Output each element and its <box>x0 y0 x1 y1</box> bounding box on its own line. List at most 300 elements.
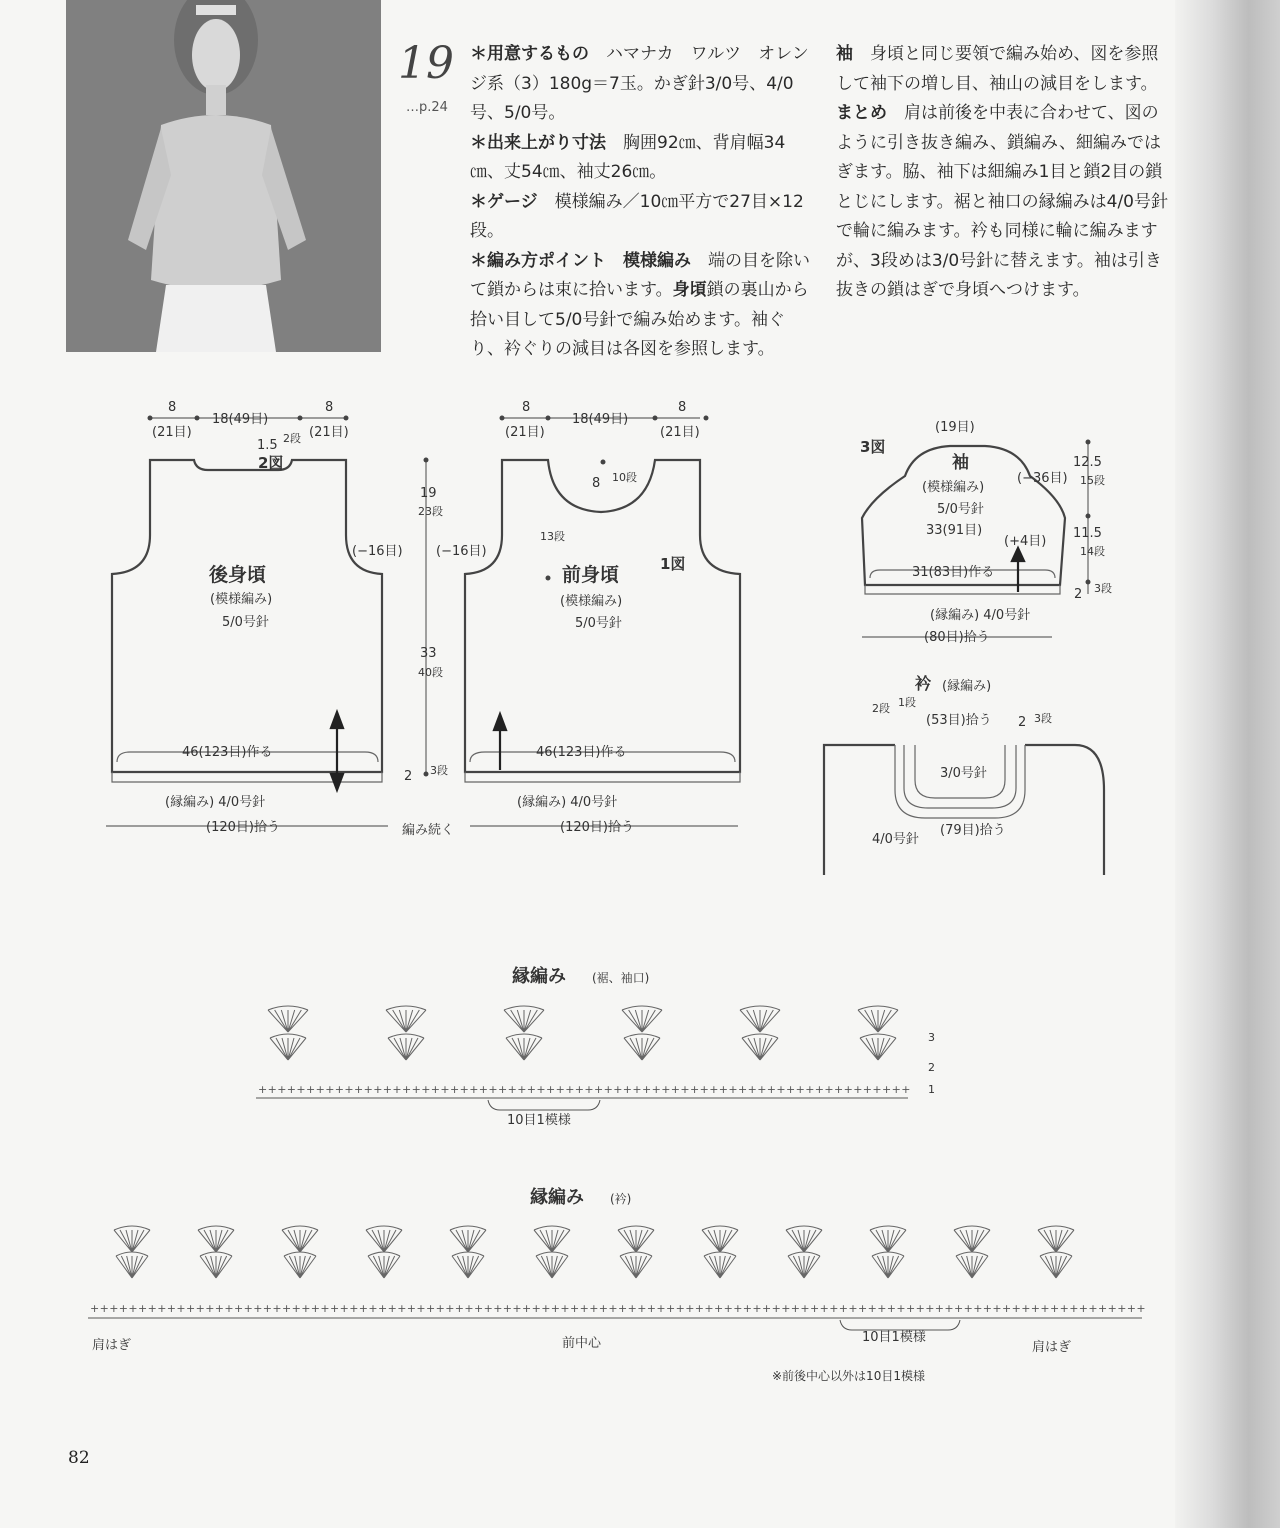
fan-stitch-mark <box>282 1226 318 1252</box>
single-crochet-mark: + <box>627 1302 637 1315</box>
single-crochet-mark: + <box>493 1302 503 1315</box>
single-crochet-mark: + <box>714 1302 724 1315</box>
chart1-subtitle: (裾、袖口) <box>592 971 650 985</box>
back-start: 46(123目)作る <box>182 745 273 760</box>
side-upper-rows: 23段 <box>418 505 443 518</box>
fan-stitch-mark <box>388 1034 424 1060</box>
single-crochet-mark: + <box>982 1302 993 1315</box>
single-crochet-mark: + <box>598 1302 609 1315</box>
front-title: 前身頃 <box>562 564 620 586</box>
single-crochet-mark: + <box>546 1083 556 1096</box>
fan-stitch-mark <box>368 1252 400 1278</box>
single-crochet-mark: + <box>138 1302 148 1315</box>
single-crochet-mark: + <box>718 1083 729 1096</box>
single-crochet-mark: + <box>536 1083 546 1096</box>
collar-needle-out: 4/0号針 <box>872 832 919 847</box>
single-crochet-mark: + <box>829 1302 839 1315</box>
single-crochet-mark: + <box>186 1302 196 1315</box>
single-crochet-mark: + <box>1059 1302 1069 1315</box>
collar-needle-in: 3/0号針 <box>940 766 987 781</box>
single-crochet-mark: + <box>272 1302 282 1315</box>
sleeve-text: 身頃と同じ要領で編み始め、図を参照して袖下の増し目、袖山の減目をします。 <box>836 44 1159 94</box>
chart1-title: 縁編み <box>512 966 566 987</box>
single-crochet-mark: + <box>618 1302 628 1315</box>
fan-stitch-mark <box>954 1226 990 1252</box>
page-number: 82 <box>68 1448 90 1468</box>
side-hem-rows: 3段 <box>430 764 448 777</box>
continue-label: 編み続く <box>402 823 455 838</box>
single-crochet-mark: + <box>526 1083 537 1096</box>
fan-stitch-mark <box>872 1252 904 1278</box>
single-crochet-mark: + <box>296 1083 306 1096</box>
single-crochet-mark: + <box>349 1302 359 1315</box>
fan-stitch-mark <box>504 1006 544 1032</box>
single-crochet-mark: + <box>1078 1302 1089 1315</box>
collar-pick-top: (53目)拾う <box>926 713 992 728</box>
single-crochet-mark: + <box>445 1302 455 1315</box>
fan-stitch-mark <box>858 1006 898 1032</box>
fan-stitch-mark <box>116 1252 148 1278</box>
collar-pick-bottom: (79目)拾う <box>940 823 1006 838</box>
single-crochet-mark: + <box>771 1302 781 1315</box>
single-crochet-mark: + <box>699 1083 709 1096</box>
single-crochet-mark: + <box>253 1302 263 1315</box>
fan-stitch-mark <box>534 1226 570 1252</box>
single-crochet-mark: + <box>848 1302 858 1315</box>
single-crochet-mark: + <box>762 1302 772 1315</box>
sleeve-body-h: 11.5 <box>1073 526 1102 541</box>
single-crochet-mark: + <box>838 1302 849 1315</box>
side-lower-rows: 40段 <box>418 666 443 679</box>
sleeve-top: (19目) <box>935 420 975 435</box>
fan-stitch-mark <box>268 1006 308 1032</box>
materials-heading: ＊用意するもの <box>470 44 589 64</box>
chart1-row2: 2 <box>928 1061 935 1074</box>
single-crochet-mark: + <box>507 1083 517 1096</box>
single-crochet-mark: + <box>589 1302 599 1315</box>
single-crochet-mark: + <box>810 1302 820 1315</box>
chart1-row3: 3 <box>928 1031 935 1044</box>
single-crochet-mark: + <box>205 1302 215 1315</box>
single-crochet-mark: + <box>666 1302 676 1315</box>
single-crochet-mark: + <box>790 1302 801 1315</box>
single-crochet-mark: + <box>118 1302 129 1315</box>
chart2-subtitle: (衿) <box>610 1192 632 1206</box>
fan-stitch-mark <box>506 1034 542 1060</box>
chart2-shoulder-left: 肩はぎ <box>92 1338 132 1353</box>
single-crochet-mark: + <box>685 1302 695 1315</box>
single-crochet-mark: + <box>858 1302 868 1315</box>
single-crochet-mark: + <box>315 1083 325 1096</box>
edging-chart-hem <box>256 1098 908 1110</box>
single-crochet-mark: + <box>584 1083 594 1096</box>
single-crochet-mark: + <box>1136 1302 1146 1315</box>
single-crochet-mark: + <box>1040 1302 1050 1315</box>
single-crochet-mark: + <box>392 1083 402 1096</box>
page-reference: …p.24 <box>406 100 448 115</box>
chart1-row1: 1 <box>928 1083 935 1096</box>
front-neck-depth: 8 <box>592 476 601 491</box>
sleeve-border: (縁編み) 4/0号針 <box>930 608 1031 623</box>
sleeve-hem-rows: 3段 <box>1094 582 1112 595</box>
single-crochet-mark: + <box>637 1302 647 1315</box>
chart2-title: 縁編み <box>530 1187 584 1208</box>
single-crochet-mark: + <box>954 1302 964 1315</box>
front-armhole: (−16目) <box>436 544 487 559</box>
points-heading: ＊編み方ポイント 模様編み <box>470 250 691 271</box>
single-crochet-mark: + <box>267 1083 277 1096</box>
single-crochet-mark: + <box>886 1302 897 1315</box>
chart2-note: ※前後中心以外は10目1模様 <box>772 1369 925 1383</box>
single-crochet-mark: + <box>680 1083 690 1096</box>
single-crochet-mark: + <box>387 1302 397 1315</box>
body-heading: 身頃 <box>672 280 707 300</box>
single-crochet-mark: + <box>310 1302 321 1315</box>
single-crochet-mark: + <box>992 1302 1002 1315</box>
fan-stitch-mark <box>956 1252 988 1278</box>
single-crochet-mark: + <box>301 1302 311 1315</box>
body-text: 鎖の裏山から拾い目して5/0号針で編み始めます。袖ぐり、衿ぐりの減目は各図を参照します。 <box>470 280 809 359</box>
single-crochet-mark: + <box>963 1302 973 1315</box>
front-top-right-sts: (21目) <box>660 425 700 440</box>
sleeve-fig: 3図 <box>860 438 886 456</box>
single-crochet-mark: + <box>934 1302 945 1315</box>
single-crochet-mark: + <box>1069 1302 1079 1315</box>
single-crochet-mark: + <box>670 1083 681 1096</box>
single-crochet-mark: + <box>330 1302 340 1315</box>
gauge-text: 模様編み／10㎝平方で27目×12段。 <box>470 191 804 241</box>
sleeve-width: 33(91目) <box>926 523 983 538</box>
single-crochet-mark: + <box>709 1083 719 1096</box>
collar-rows-left: 2段 <box>872 702 890 715</box>
fan-stitch-mark <box>702 1226 738 1252</box>
sleeve-needle: 5/0号針 <box>937 502 984 517</box>
size-text: 胸囲92㎝、背肩幅34㎝、丈54㎝、袖丈26㎝。 <box>470 132 786 182</box>
single-crochet-mark: + <box>474 1302 484 1315</box>
single-crochet-mark: + <box>99 1302 109 1315</box>
fan-stitch-mark <box>860 1034 896 1060</box>
single-crochet-mark: + <box>464 1302 474 1315</box>
single-crochet-mark: + <box>426 1302 436 1315</box>
single-crochet-mark: + <box>262 1302 273 1315</box>
single-crochet-mark: + <box>483 1302 493 1315</box>
single-crochet-mark: + <box>147 1302 157 1315</box>
single-crochet-mark: + <box>1117 1302 1127 1315</box>
front-top-mid: 18(49目) <box>572 412 629 427</box>
single-crochet-mark: + <box>128 1302 138 1315</box>
single-crochet-mark: + <box>354 1083 364 1096</box>
back-top-left-sts: (21目) <box>152 425 192 440</box>
single-crochet-mark: + <box>397 1302 407 1315</box>
back-pickup: (120目)拾う <box>206 820 280 835</box>
fan-stitch-mark <box>624 1034 660 1060</box>
single-crochet-mark: + <box>747 1083 757 1096</box>
single-crochet-mark: + <box>358 1302 369 1315</box>
single-crochet-mark: + <box>368 1302 378 1315</box>
front-start: 46(123目)作る <box>536 745 627 760</box>
sleeve-title: 袖 <box>952 453 969 473</box>
fan-stitch-mark <box>1038 1226 1074 1252</box>
back-stitch: (模様編み) <box>210 592 273 607</box>
pattern-number: 19 <box>398 38 454 89</box>
single-crochet-mark: + <box>560 1302 570 1315</box>
single-crochet-mark: + <box>282 1302 292 1315</box>
single-crochet-mark: + <box>565 1083 575 1096</box>
single-crochet-mark: + <box>925 1302 935 1315</box>
fan-stitch-mark <box>366 1226 402 1252</box>
single-crochet-mark: + <box>661 1083 671 1096</box>
sleeve-cap-h: 12.5 <box>1073 455 1102 470</box>
fan-stitch-mark <box>786 1226 822 1252</box>
edging-chart-collar <box>88 1318 1142 1330</box>
back-title: 後身頃 <box>209 564 267 586</box>
single-crochet-mark: + <box>1098 1302 1108 1315</box>
single-crochet-mark: + <box>406 1302 417 1315</box>
single-crochet-mark: + <box>1002 1302 1012 1315</box>
back-neck-dec: 1.5 <box>257 438 278 453</box>
collar-stitch: (縁編み) <box>942 679 992 694</box>
collar-title: 衿 <box>915 674 932 693</box>
sleeve-heading: 袖 <box>836 44 853 64</box>
single-crochet-mark: + <box>867 1302 877 1315</box>
single-crochet-mark: + <box>723 1302 733 1315</box>
back-border: (縁編み) 4/0号針 <box>165 795 266 810</box>
single-crochet-mark: + <box>656 1302 666 1315</box>
single-crochet-mark: + <box>541 1302 551 1315</box>
side-lower: 33 <box>420 646 437 661</box>
fan-stitch-mark <box>270 1034 306 1060</box>
single-crochet-mark: + <box>550 1302 561 1315</box>
front-top-left-sts: (21目) <box>505 425 545 440</box>
single-crochet-mark: + <box>498 1083 508 1096</box>
front-top-left: 8 <box>522 400 531 415</box>
sleeve-stitch: (模様編み) <box>922 480 985 495</box>
single-crochet-mark: + <box>862 1083 873 1096</box>
single-crochet-mark: + <box>594 1083 604 1096</box>
single-crochet-mark: + <box>690 1083 700 1096</box>
single-crochet-mark: + <box>704 1302 714 1315</box>
collar-rows-right: 3段 <box>1034 712 1052 725</box>
single-crochet-mark: + <box>757 1083 767 1096</box>
single-crochet-mark: + <box>896 1302 906 1315</box>
single-crochet-mark: + <box>694 1302 705 1315</box>
single-crochet-mark: + <box>176 1302 186 1315</box>
collar-body-outline <box>824 745 1104 875</box>
front-stitch: (模様編み) <box>560 594 623 609</box>
single-crochet-mark: + <box>1030 1302 1041 1315</box>
single-crochet-mark: + <box>1088 1302 1098 1315</box>
front-top-right: 8 <box>678 400 687 415</box>
single-crochet-mark: + <box>363 1083 373 1096</box>
single-crochet-mark: + <box>339 1302 349 1315</box>
fan-stitch-mark <box>740 1006 780 1032</box>
single-crochet-mark: + <box>944 1302 954 1315</box>
single-crochet-mark: + <box>603 1083 613 1096</box>
single-crochet-mark: + <box>555 1083 565 1096</box>
front-border: (縁編み) 4/0号針 <box>517 795 618 810</box>
single-crochet-mark: + <box>440 1083 450 1096</box>
single-crochet-mark: + <box>421 1083 431 1096</box>
back-needle: 5/0号針 <box>222 615 269 630</box>
fan-stitch-mark <box>284 1252 316 1278</box>
single-crochet-mark: + <box>531 1302 541 1315</box>
single-crochet-mark: + <box>344 1083 354 1096</box>
single-crochet-mark: + <box>642 1083 652 1096</box>
single-crochet-mark: + <box>90 1302 100 1315</box>
sleeve-pickup: (80目)拾う <box>924 630 990 645</box>
fan-stitch-mark <box>536 1252 568 1278</box>
single-crochet-mark: + <box>512 1302 522 1315</box>
single-crochet-mark: + <box>1107 1302 1117 1315</box>
single-crochet-mark: + <box>234 1302 244 1315</box>
single-crochet-mark: + <box>373 1083 383 1096</box>
single-crochet-mark: + <box>488 1083 498 1096</box>
single-crochet-mark: + <box>502 1302 513 1315</box>
fan-stitch-mark <box>198 1226 234 1252</box>
fan-stitch-mark <box>200 1252 232 1278</box>
size-heading: ＊出来上がり寸法 <box>470 132 606 153</box>
single-crochet-mark: + <box>157 1302 167 1315</box>
single-crochet-mark: + <box>574 1083 585 1096</box>
single-crochet-mark: + <box>430 1083 441 1096</box>
single-crochet-mark: + <box>306 1083 316 1096</box>
collar-row1: 1段 <box>898 696 916 709</box>
single-crochet-mark: + <box>459 1083 469 1096</box>
fan-stitch-mark <box>742 1034 778 1060</box>
chart2-repeat: 10目1模様 <box>862 1330 926 1345</box>
back-top-right: 8 <box>325 400 334 415</box>
chart1-repeat: 10目1模様 <box>507 1113 571 1128</box>
single-crochet-mark: + <box>786 1083 796 1096</box>
single-crochet-mark: + <box>1050 1302 1060 1315</box>
single-crochet-mark: + <box>277 1083 287 1096</box>
fan-stitch-mark <box>386 1006 426 1032</box>
collar-rows-right-n: 2 <box>1018 715 1027 730</box>
single-crochet-mark: + <box>632 1083 642 1096</box>
finish-heading: まとめ <box>836 103 887 123</box>
single-crochet-mark: + <box>622 1083 633 1096</box>
back-top-left: 8 <box>168 400 177 415</box>
materials-text: ハマナカ ワルツ オレンジ系（3）180g＝7玉。かぎ針3/0号、4/0号、5/0号。 <box>470 44 809 123</box>
single-crochet-mark: + <box>166 1302 177 1315</box>
single-crochet-mark: + <box>450 1083 460 1096</box>
front-needle: 5/0号針 <box>575 616 622 631</box>
single-crochet-mark: + <box>325 1083 335 1096</box>
single-crochet-mark: + <box>469 1083 479 1096</box>
back-armhole: (−16目) <box>352 544 403 559</box>
single-crochet-mark: + <box>378 1302 388 1315</box>
single-crochet-mark: + <box>906 1302 916 1315</box>
fan-stitch-mark <box>1040 1252 1072 1278</box>
sleeve-start: 31(83目)作る <box>912 565 995 580</box>
single-crochet-mark: + <box>675 1302 685 1315</box>
front-neck-side: 13段 <box>540 530 565 543</box>
single-crochet-mark: + <box>781 1302 791 1315</box>
single-crochet-mark: + <box>286 1083 297 1096</box>
single-crochet-mark: + <box>891 1083 901 1096</box>
fan-stitch-mark <box>618 1226 654 1252</box>
gauge-heading: ＊ゲージ <box>470 191 538 212</box>
single-crochet-mark: + <box>522 1302 532 1315</box>
fan-stitch-mark <box>704 1252 736 1278</box>
side-hem: 2 <box>404 769 413 784</box>
single-crochet-mark: + <box>1021 1302 1031 1315</box>
single-crochet-mark: + <box>646 1302 657 1315</box>
fan-stitch-mark <box>114 1226 150 1252</box>
finish-text: 肩は前後を中表に合わせて、図のように引き抜き編み、鎖編み、細編みではぎます。脇、袖下は細編み1目と鎖2目の鎖とじにします。裾と袖口の縁編みは4/0号針で輪に編みます。衿も同様に輪に編みますが、3段めは3/0号針に替えます。袖は引き抜きの鎖はぎで身頃へつけます。 <box>836 103 1168 300</box>
fan-stitch-mark <box>788 1252 820 1278</box>
single-crochet-mark: + <box>608 1302 618 1315</box>
single-crochet-mark: + <box>843 1083 853 1096</box>
single-crochet-mark: + <box>877 1302 887 1315</box>
fan-stitch-mark <box>870 1226 906 1252</box>
back-fig: 2図 <box>258 454 284 472</box>
single-crochet-mark: + <box>752 1302 762 1315</box>
back-top-mid: 18(49目) <box>212 412 269 427</box>
single-crochet-mark: + <box>416 1302 426 1315</box>
single-crochet-mark: + <box>819 1302 829 1315</box>
sleeve-cap-dec: (−36目) <box>1017 471 1068 486</box>
single-crochet-mark: + <box>517 1083 527 1096</box>
single-crochet-mark: + <box>570 1302 580 1315</box>
single-crochet-mark: + <box>411 1083 421 1096</box>
single-crochet-mark: + <box>382 1083 393 1096</box>
single-crochet-mark: + <box>454 1302 465 1315</box>
single-crochet-mark: + <box>776 1083 786 1096</box>
single-crochet-mark: + <box>195 1302 205 1315</box>
points-text: 端の目を除いて鎖からは束に拾います。 <box>470 250 810 300</box>
single-crochet-mark: + <box>334 1083 345 1096</box>
fan-stitch-mark <box>622 1006 662 1032</box>
single-crochet-mark: + <box>853 1083 863 1096</box>
single-crochet-mark: + <box>805 1083 815 1096</box>
single-crochet-mark: + <box>243 1302 253 1315</box>
single-crochet-mark: + <box>224 1302 234 1315</box>
single-crochet-mark: + <box>214 1302 225 1315</box>
single-crochet-mark: + <box>478 1083 489 1096</box>
single-crochet-mark: + <box>728 1083 738 1096</box>
single-crochet-mark: + <box>824 1083 834 1096</box>
single-crochet-mark: + <box>795 1083 805 1096</box>
fan-stitch-mark <box>620 1252 652 1278</box>
single-crochet-mark: + <box>109 1302 119 1315</box>
single-crochet-mark: + <box>320 1302 330 1315</box>
single-crochet-mark: + <box>651 1083 661 1096</box>
fan-stitch-mark <box>452 1252 484 1278</box>
sleeve-inc: (+4目) <box>1004 534 1047 549</box>
single-crochet-mark: + <box>1011 1302 1021 1315</box>
front-neck-rows: 10段 <box>612 471 637 484</box>
single-crochet-mark: + <box>435 1302 445 1315</box>
front-fig: 1図 <box>660 555 686 573</box>
single-crochet-mark: + <box>814 1083 825 1096</box>
single-crochet-mark: + <box>738 1083 748 1096</box>
chart2-center: 前中心 <box>562 1336 602 1351</box>
side-upper: 19 <box>420 486 437 501</box>
back-top-right-sts: (21目) <box>309 425 349 440</box>
sleeve-body-rows: 14段 <box>1080 545 1105 558</box>
fan-stitch-mark <box>450 1226 486 1252</box>
single-crochet-mark: + <box>291 1302 301 1315</box>
single-crochet-mark: + <box>834 1083 844 1096</box>
single-crochet-mark: + <box>973 1302 983 1315</box>
single-crochet-mark: + <box>915 1302 925 1315</box>
chart2-shoulder-right: 肩はぎ <box>1032 1340 1072 1355</box>
single-crochet-mark: + <box>258 1083 268 1096</box>
single-crochet-mark: + <box>613 1083 623 1096</box>
single-crochet-mark: + <box>733 1302 743 1315</box>
single-crochet-mark: + <box>766 1083 777 1096</box>
